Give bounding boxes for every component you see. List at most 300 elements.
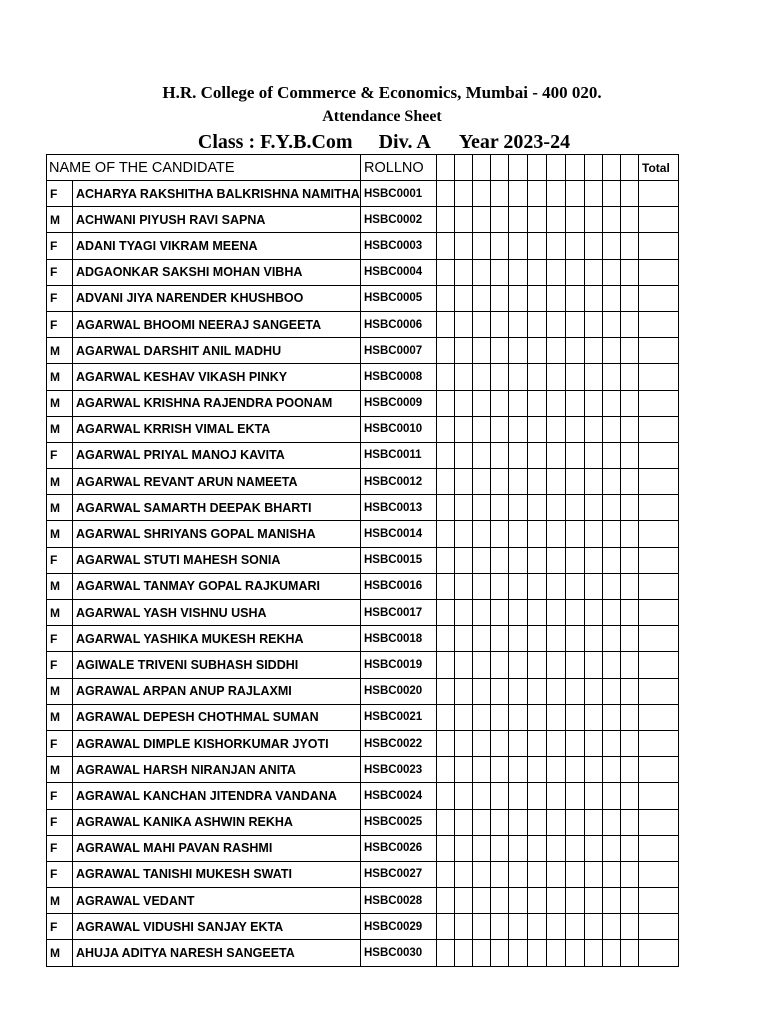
attendance-cell[interactable] (603, 338, 621, 364)
attendance-cell[interactable] (621, 547, 639, 573)
attendance-cell[interactable] (437, 495, 455, 521)
attendance-cell[interactable] (547, 730, 566, 756)
attendance-cell[interactable] (585, 469, 603, 495)
attendance-cell[interactable] (455, 573, 473, 599)
attendance-cell[interactable] (491, 390, 509, 416)
attendance-cell[interactable] (621, 233, 639, 259)
attendance-cell[interactable] (621, 442, 639, 468)
attendance-cell[interactable] (437, 521, 455, 547)
attendance-cell[interactable] (437, 285, 455, 311)
attendance-cell[interactable] (455, 861, 473, 887)
total-cell[interactable] (639, 652, 679, 678)
attendance-cell[interactable] (437, 861, 455, 887)
attendance-cell[interactable] (566, 155, 585, 181)
attendance-cell[interactable] (528, 285, 547, 311)
attendance-cell[interactable] (603, 730, 621, 756)
attendance-cell[interactable] (566, 678, 585, 704)
attendance-cell[interactable] (491, 155, 509, 181)
attendance-cell[interactable] (621, 181, 639, 207)
attendance-cell[interactable] (566, 626, 585, 652)
attendance-cell[interactable] (566, 914, 585, 940)
attendance-cell[interactable] (455, 652, 473, 678)
attendance-cell[interactable] (547, 940, 566, 966)
attendance-cell[interactable] (437, 704, 455, 730)
attendance-cell[interactable] (603, 416, 621, 442)
attendance-cell[interactable] (455, 757, 473, 783)
attendance-cell[interactable] (585, 914, 603, 940)
attendance-cell[interactable] (585, 678, 603, 704)
attendance-cell[interactable] (547, 783, 566, 809)
attendance-cell[interactable] (509, 652, 528, 678)
attendance-cell[interactable] (528, 547, 547, 573)
attendance-cell[interactable] (621, 259, 639, 285)
attendance-cell[interactable] (437, 600, 455, 626)
attendance-cell[interactable] (437, 338, 455, 364)
attendance-cell[interactable] (491, 521, 509, 547)
attendance-cell[interactable] (603, 626, 621, 652)
total-cell[interactable] (639, 835, 679, 861)
attendance-cell[interactable] (528, 940, 547, 966)
attendance-cell[interactable] (603, 678, 621, 704)
attendance-cell[interactable] (437, 888, 455, 914)
attendance-cell[interactable] (437, 809, 455, 835)
total-cell[interactable] (639, 861, 679, 887)
attendance-cell[interactable] (509, 207, 528, 233)
attendance-cell[interactable] (585, 861, 603, 887)
attendance-cell[interactable] (547, 442, 566, 468)
attendance-cell[interactable] (547, 573, 566, 599)
attendance-cell[interactable] (509, 155, 528, 181)
attendance-cell[interactable] (603, 861, 621, 887)
attendance-cell[interactable] (509, 338, 528, 364)
total-cell[interactable] (639, 311, 679, 337)
attendance-cell[interactable] (547, 914, 566, 940)
attendance-cell[interactable] (621, 861, 639, 887)
attendance-cell[interactable] (566, 600, 585, 626)
attendance-cell[interactable] (528, 416, 547, 442)
attendance-cell[interactable] (473, 704, 491, 730)
attendance-cell[interactable] (473, 626, 491, 652)
attendance-cell[interactable] (473, 730, 491, 756)
attendance-cell[interactable] (566, 757, 585, 783)
attendance-cell[interactable] (566, 233, 585, 259)
attendance-cell[interactable] (566, 181, 585, 207)
attendance-cell[interactable] (566, 704, 585, 730)
attendance-cell[interactable] (455, 888, 473, 914)
attendance-cell[interactable] (603, 704, 621, 730)
attendance-cell[interactable] (473, 652, 491, 678)
attendance-cell[interactable] (509, 835, 528, 861)
attendance-cell[interactable] (437, 678, 455, 704)
attendance-cell[interactable] (547, 835, 566, 861)
attendance-cell[interactable] (528, 521, 547, 547)
attendance-cell[interactable] (566, 940, 585, 966)
attendance-cell[interactable] (509, 181, 528, 207)
attendance-cell[interactable] (585, 888, 603, 914)
attendance-cell[interactable] (437, 730, 455, 756)
attendance-cell[interactable] (621, 888, 639, 914)
attendance-cell[interactable] (473, 442, 491, 468)
attendance-cell[interactable] (566, 442, 585, 468)
attendance-cell[interactable] (437, 469, 455, 495)
attendance-cell[interactable] (585, 547, 603, 573)
attendance-cell[interactable] (509, 521, 528, 547)
attendance-cell[interactable] (455, 626, 473, 652)
attendance-cell[interactable] (437, 233, 455, 259)
attendance-cell[interactable] (566, 495, 585, 521)
total-cell[interactable] (639, 730, 679, 756)
attendance-cell[interactable] (621, 704, 639, 730)
attendance-cell[interactable] (621, 573, 639, 599)
attendance-cell[interactable] (473, 861, 491, 887)
attendance-cell[interactable] (547, 757, 566, 783)
attendance-cell[interactable] (585, 207, 603, 233)
attendance-cell[interactable] (603, 940, 621, 966)
attendance-cell[interactable] (509, 809, 528, 835)
attendance-cell[interactable] (547, 521, 566, 547)
attendance-cell[interactable] (455, 364, 473, 390)
attendance-cell[interactable] (603, 207, 621, 233)
attendance-cell[interactable] (455, 730, 473, 756)
attendance-cell[interactable] (547, 338, 566, 364)
attendance-cell[interactable] (528, 757, 547, 783)
attendance-cell[interactable] (547, 155, 566, 181)
attendance-cell[interactable] (455, 207, 473, 233)
total-cell[interactable] (639, 573, 679, 599)
attendance-cell[interactable] (603, 390, 621, 416)
attendance-cell[interactable] (455, 442, 473, 468)
attendance-cell[interactable] (528, 704, 547, 730)
attendance-cell[interactable] (566, 730, 585, 756)
attendance-cell[interactable] (455, 547, 473, 573)
attendance-cell[interactable] (585, 442, 603, 468)
attendance-cell[interactable] (491, 835, 509, 861)
attendance-cell[interactable] (585, 940, 603, 966)
attendance-cell[interactable] (585, 600, 603, 626)
attendance-cell[interactable] (509, 416, 528, 442)
attendance-cell[interactable] (437, 547, 455, 573)
attendance-cell[interactable] (473, 888, 491, 914)
attendance-cell[interactable] (566, 573, 585, 599)
attendance-cell[interactable] (566, 469, 585, 495)
attendance-cell[interactable] (473, 678, 491, 704)
attendance-cell[interactable] (528, 835, 547, 861)
attendance-cell[interactable] (621, 626, 639, 652)
attendance-cell[interactable] (566, 364, 585, 390)
attendance-cell[interactable] (566, 652, 585, 678)
attendance-cell[interactable] (437, 181, 455, 207)
attendance-cell[interactable] (491, 861, 509, 887)
attendance-cell[interactable] (455, 285, 473, 311)
attendance-cell[interactable] (437, 390, 455, 416)
attendance-cell[interactable] (455, 704, 473, 730)
attendance-cell[interactable] (455, 311, 473, 337)
attendance-cell[interactable] (566, 207, 585, 233)
attendance-cell[interactable] (547, 704, 566, 730)
attendance-cell[interactable] (455, 914, 473, 940)
attendance-cell[interactable] (603, 835, 621, 861)
total-cell[interactable] (639, 914, 679, 940)
attendance-cell[interactable] (528, 469, 547, 495)
attendance-cell[interactable] (528, 809, 547, 835)
total-cell[interactable] (639, 233, 679, 259)
attendance-cell[interactable] (603, 285, 621, 311)
attendance-cell[interactable] (491, 233, 509, 259)
attendance-cell[interactable] (509, 704, 528, 730)
attendance-cell[interactable] (621, 678, 639, 704)
attendance-cell[interactable] (455, 416, 473, 442)
attendance-cell[interactable] (509, 861, 528, 887)
attendance-cell[interactable] (621, 835, 639, 861)
attendance-cell[interactable] (491, 914, 509, 940)
attendance-cell[interactable] (455, 469, 473, 495)
attendance-cell[interactable] (473, 207, 491, 233)
attendance-cell[interactable] (621, 600, 639, 626)
attendance-cell[interactable] (455, 233, 473, 259)
attendance-cell[interactable] (473, 521, 491, 547)
total-cell[interactable] (639, 207, 679, 233)
attendance-cell[interactable] (509, 888, 528, 914)
attendance-cell[interactable] (547, 285, 566, 311)
attendance-cell[interactable] (491, 809, 509, 835)
attendance-cell[interactable] (509, 364, 528, 390)
attendance-cell[interactable] (603, 757, 621, 783)
attendance-cell[interactable] (621, 730, 639, 756)
attendance-cell[interactable] (585, 285, 603, 311)
attendance-cell[interactable] (528, 338, 547, 364)
total-cell[interactable] (639, 678, 679, 704)
attendance-cell[interactable] (473, 285, 491, 311)
attendance-cell[interactable] (603, 783, 621, 809)
attendance-cell[interactable] (603, 888, 621, 914)
attendance-cell[interactable] (491, 547, 509, 573)
total-cell[interactable] (639, 521, 679, 547)
attendance-cell[interactable] (509, 626, 528, 652)
attendance-cell[interactable] (621, 757, 639, 783)
attendance-cell[interactable] (585, 652, 603, 678)
attendance-cell[interactable] (437, 573, 455, 599)
total-cell[interactable] (639, 888, 679, 914)
attendance-cell[interactable] (603, 469, 621, 495)
attendance-cell[interactable] (621, 521, 639, 547)
attendance-cell[interactable] (509, 495, 528, 521)
attendance-cell[interactable] (473, 783, 491, 809)
attendance-cell[interactable] (603, 181, 621, 207)
attendance-cell[interactable] (528, 311, 547, 337)
attendance-cell[interactable] (437, 364, 455, 390)
total-cell[interactable] (639, 940, 679, 966)
attendance-cell[interactable] (473, 469, 491, 495)
attendance-cell[interactable] (621, 416, 639, 442)
attendance-cell[interactable] (528, 364, 547, 390)
attendance-cell[interactable] (437, 652, 455, 678)
total-cell[interactable] (639, 809, 679, 835)
attendance-cell[interactable] (491, 469, 509, 495)
attendance-cell[interactable] (437, 940, 455, 966)
attendance-cell[interactable] (491, 888, 509, 914)
attendance-cell[interactable] (455, 181, 473, 207)
attendance-cell[interactable] (491, 181, 509, 207)
attendance-cell[interactable] (585, 311, 603, 337)
attendance-cell[interactable] (621, 285, 639, 311)
attendance-cell[interactable] (621, 809, 639, 835)
attendance-cell[interactable] (455, 678, 473, 704)
attendance-cell[interactable] (509, 573, 528, 599)
attendance-cell[interactable] (491, 678, 509, 704)
attendance-cell[interactable] (547, 469, 566, 495)
attendance-cell[interactable] (603, 521, 621, 547)
attendance-cell[interactable] (528, 914, 547, 940)
total-cell[interactable] (639, 626, 679, 652)
attendance-cell[interactable] (473, 233, 491, 259)
attendance-cell[interactable] (585, 181, 603, 207)
attendance-cell[interactable] (509, 311, 528, 337)
attendance-cell[interactable] (491, 704, 509, 730)
attendance-cell[interactable] (585, 259, 603, 285)
attendance-cell[interactable] (566, 809, 585, 835)
attendance-cell[interactable] (547, 678, 566, 704)
attendance-cell[interactable] (473, 181, 491, 207)
attendance-cell[interactable] (585, 704, 603, 730)
attendance-cell[interactable] (491, 626, 509, 652)
attendance-cell[interactable] (491, 600, 509, 626)
attendance-cell[interactable] (603, 155, 621, 181)
attendance-cell[interactable] (491, 652, 509, 678)
attendance-cell[interactable] (566, 835, 585, 861)
attendance-cell[interactable] (509, 600, 528, 626)
attendance-cell[interactable] (547, 311, 566, 337)
attendance-cell[interactable] (509, 233, 528, 259)
attendance-cell[interactable] (566, 311, 585, 337)
attendance-cell[interactable] (621, 783, 639, 809)
total-cell[interactable] (639, 390, 679, 416)
attendance-cell[interactable] (585, 757, 603, 783)
attendance-cell[interactable] (491, 495, 509, 521)
attendance-cell[interactable] (473, 547, 491, 573)
attendance-cell[interactable] (528, 730, 547, 756)
attendance-cell[interactable] (585, 809, 603, 835)
attendance-cell[interactable] (528, 259, 547, 285)
total-cell[interactable] (639, 469, 679, 495)
attendance-cell[interactable] (528, 888, 547, 914)
attendance-cell[interactable] (528, 678, 547, 704)
attendance-cell[interactable] (621, 914, 639, 940)
attendance-cell[interactable] (509, 442, 528, 468)
attendance-cell[interactable] (547, 809, 566, 835)
attendance-cell[interactable] (585, 416, 603, 442)
attendance-cell[interactable] (509, 678, 528, 704)
attendance-cell[interactable] (509, 259, 528, 285)
attendance-cell[interactable] (603, 652, 621, 678)
attendance-cell[interactable] (547, 888, 566, 914)
attendance-cell[interactable] (528, 861, 547, 887)
attendance-cell[interactable] (585, 835, 603, 861)
attendance-cell[interactable] (437, 155, 455, 181)
attendance-cell[interactable] (528, 573, 547, 599)
attendance-cell[interactable] (491, 338, 509, 364)
attendance-cell[interactable] (473, 600, 491, 626)
attendance-cell[interactable] (585, 390, 603, 416)
attendance-cell[interactable] (491, 940, 509, 966)
attendance-cell[interactable] (621, 155, 639, 181)
total-cell[interactable] (639, 259, 679, 285)
attendance-cell[interactable] (621, 311, 639, 337)
attendance-cell[interactable] (621, 390, 639, 416)
attendance-cell[interactable] (566, 783, 585, 809)
attendance-cell[interactable] (509, 730, 528, 756)
attendance-cell[interactable] (473, 416, 491, 442)
attendance-cell[interactable] (473, 757, 491, 783)
attendance-cell[interactable] (491, 757, 509, 783)
attendance-cell[interactable] (528, 390, 547, 416)
attendance-cell[interactable] (566, 888, 585, 914)
attendance-cell[interactable] (528, 233, 547, 259)
attendance-cell[interactable] (621, 495, 639, 521)
attendance-cell[interactable] (437, 442, 455, 468)
total-cell[interactable] (639, 442, 679, 468)
attendance-cell[interactable] (603, 311, 621, 337)
attendance-cell[interactable] (621, 338, 639, 364)
total-cell[interactable] (639, 495, 679, 521)
attendance-cell[interactable] (491, 207, 509, 233)
attendance-cell[interactable] (437, 757, 455, 783)
attendance-cell[interactable] (621, 364, 639, 390)
total-cell[interactable] (639, 757, 679, 783)
attendance-cell[interactable] (603, 364, 621, 390)
attendance-cell[interactable] (528, 783, 547, 809)
attendance-cell[interactable] (621, 940, 639, 966)
attendance-cell[interactable] (455, 835, 473, 861)
attendance-cell[interactable] (473, 311, 491, 337)
attendance-cell[interactable] (437, 783, 455, 809)
attendance-cell[interactable] (547, 652, 566, 678)
attendance-cell[interactable] (455, 390, 473, 416)
attendance-cell[interactable] (547, 364, 566, 390)
attendance-cell[interactable] (437, 416, 455, 442)
attendance-cell[interactable] (437, 914, 455, 940)
attendance-cell[interactable] (547, 233, 566, 259)
attendance-cell[interactable] (528, 181, 547, 207)
attendance-cell[interactable] (491, 730, 509, 756)
attendance-cell[interactable] (509, 547, 528, 573)
attendance-cell[interactable] (509, 390, 528, 416)
attendance-cell[interactable] (437, 626, 455, 652)
attendance-cell[interactable] (547, 495, 566, 521)
total-cell[interactable] (639, 416, 679, 442)
attendance-cell[interactable] (528, 155, 547, 181)
attendance-cell[interactable] (491, 259, 509, 285)
attendance-cell[interactable] (473, 573, 491, 599)
attendance-cell[interactable] (547, 181, 566, 207)
attendance-cell[interactable] (603, 809, 621, 835)
attendance-cell[interactable] (547, 207, 566, 233)
attendance-cell[interactable] (585, 783, 603, 809)
total-cell[interactable] (639, 704, 679, 730)
attendance-cell[interactable] (491, 783, 509, 809)
attendance-cell[interactable] (585, 730, 603, 756)
attendance-cell[interactable] (585, 521, 603, 547)
attendance-cell[interactable] (621, 469, 639, 495)
attendance-cell[interactable] (473, 809, 491, 835)
attendance-cell[interactable] (491, 442, 509, 468)
attendance-cell[interactable] (509, 783, 528, 809)
total-cell[interactable] (639, 338, 679, 364)
attendance-cell[interactable] (585, 364, 603, 390)
attendance-cell[interactable] (491, 311, 509, 337)
attendance-cell[interactable] (509, 469, 528, 495)
attendance-cell[interactable] (437, 835, 455, 861)
attendance-cell[interactable] (455, 338, 473, 364)
